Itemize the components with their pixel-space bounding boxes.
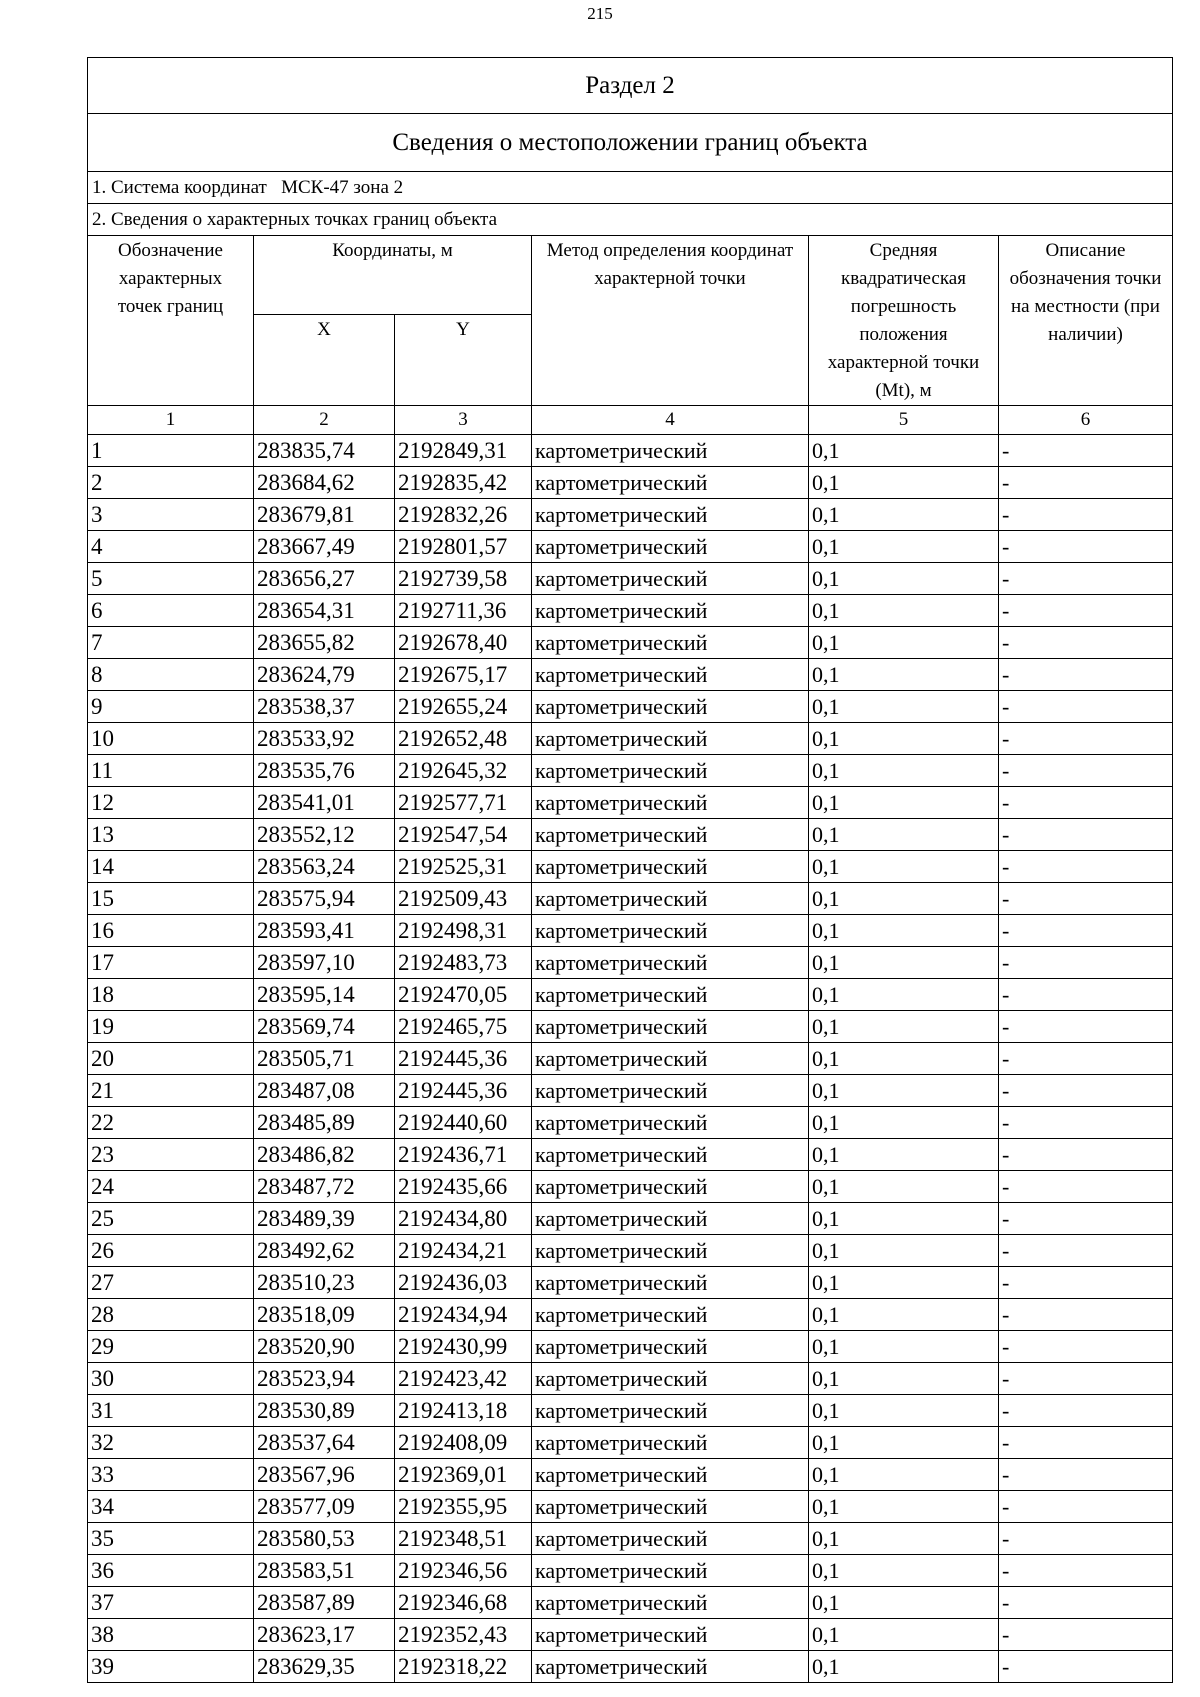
cell-description: - — [999, 1491, 1173, 1523]
cell-x: 283629,35 — [254, 1651, 395, 1683]
cell-x: 283487,08 — [254, 1075, 395, 1107]
header-coordinates: Координаты, м — [254, 236, 532, 315]
cell-x: 283569,74 — [254, 1011, 395, 1043]
cell-point-id: 35 — [88, 1523, 254, 1555]
info-title-row — [88, 114, 1173, 172]
cell-method: картометрический — [532, 1459, 809, 1491]
cell-error: 0,1 — [809, 1395, 999, 1427]
coordinate-system-row — [88, 172, 1173, 204]
cell-x: 283595,14 — [254, 979, 395, 1011]
points-info-line: 2. Сведения о характерных точках границ объекта — [88, 204, 1173, 236]
header-x: X — [254, 314, 395, 405]
cell-y: 2192430,99 — [395, 1331, 532, 1363]
table-row — [88, 723, 1173, 755]
cell-error: 0,1 — [809, 883, 999, 915]
cell-method: картометрический — [532, 435, 809, 467]
table-row — [88, 979, 1173, 1011]
cell-error: 0,1 — [809, 851, 999, 883]
cell-error: 0,1 — [809, 1203, 999, 1235]
cell-error: 0,1 — [809, 1651, 999, 1683]
cell-y: 2192645,32 — [395, 755, 532, 787]
cell-method: картометрический — [532, 1107, 809, 1139]
column-number: 3 — [395, 406, 532, 435]
cell-description: - — [999, 1587, 1173, 1619]
cell-x: 283530,89 — [254, 1395, 395, 1427]
cell-method: картометрический — [532, 1523, 809, 1555]
cell-y: 2192678,40 — [395, 627, 532, 659]
cell-description: - — [999, 787, 1173, 819]
cell-description: - — [999, 947, 1173, 979]
cell-description: - — [999, 595, 1173, 627]
cell-description: - — [999, 1139, 1173, 1171]
cell-method: картометрический — [532, 851, 809, 883]
cell-method: картометрический — [532, 1651, 809, 1683]
cell-description: - — [999, 883, 1173, 915]
cell-error: 0,1 — [809, 691, 999, 723]
cell-description: - — [999, 1299, 1173, 1331]
table-row — [88, 1267, 1173, 1299]
cell-method: картометрический — [532, 1491, 809, 1523]
table-row — [88, 1427, 1173, 1459]
table-row — [88, 1363, 1173, 1395]
cell-x: 283567,96 — [254, 1459, 395, 1491]
cell-description: - — [999, 659, 1173, 691]
table-row — [88, 1203, 1173, 1235]
cell-x: 283541,01 — [254, 787, 395, 819]
cell-y: 2192346,56 — [395, 1555, 532, 1587]
cell-description: - — [999, 851, 1173, 883]
cell-description: - — [999, 819, 1173, 851]
cell-error: 0,1 — [809, 1139, 999, 1171]
cell-point-id: 6 — [88, 595, 254, 627]
table-row — [88, 755, 1173, 787]
cell-description: - — [999, 1363, 1173, 1395]
page-number: 215 — [587, 4, 613, 23]
cell-method: картометрический — [532, 1267, 809, 1299]
table-row — [88, 883, 1173, 915]
cell-point-id: 15 — [88, 883, 254, 915]
cell-y: 2192435,66 — [395, 1171, 532, 1203]
table-row — [88, 1523, 1173, 1555]
cell-y: 2192849,31 — [395, 435, 532, 467]
cell-point-id: 12 — [88, 787, 254, 819]
cell-point-id: 10 — [88, 723, 254, 755]
cell-error: 0,1 — [809, 947, 999, 979]
column-number-row — [88, 406, 1173, 435]
cell-error: 0,1 — [809, 1491, 999, 1523]
cell-point-id: 22 — [88, 1107, 254, 1139]
cell-method: картометрический — [532, 1555, 809, 1587]
cell-y: 2192408,09 — [395, 1427, 532, 1459]
cell-method: картометрический — [532, 723, 809, 755]
cell-method: картометрический — [532, 595, 809, 627]
cell-x: 283679,81 — [254, 499, 395, 531]
table-row — [88, 531, 1173, 563]
cell-description: - — [999, 563, 1173, 595]
table-row — [88, 467, 1173, 499]
cell-x: 283654,31 — [254, 595, 395, 627]
cell-method: картометрический — [532, 755, 809, 787]
cell-error: 0,1 — [809, 627, 999, 659]
cell-y: 2192423,42 — [395, 1363, 532, 1395]
cell-y: 2192445,36 — [395, 1075, 532, 1107]
column-number: 4 — [532, 406, 809, 435]
cell-point-id: 24 — [88, 1171, 254, 1203]
table-row — [88, 1651, 1173, 1683]
column-number: 5 — [809, 406, 999, 435]
cell-x: 283624,79 — [254, 659, 395, 691]
cell-point-id: 8 — [88, 659, 254, 691]
cell-y: 2192413,18 — [395, 1395, 532, 1427]
cell-error: 0,1 — [809, 1299, 999, 1331]
table-row — [88, 691, 1173, 723]
cell-method: картометрический — [532, 467, 809, 499]
cell-point-id: 39 — [88, 1651, 254, 1683]
cell-x: 283510,23 — [254, 1267, 395, 1299]
cell-y: 2192711,36 — [395, 595, 532, 627]
table-row — [88, 787, 1173, 819]
cell-x: 283505,71 — [254, 1043, 395, 1075]
cell-method: картометрический — [532, 627, 809, 659]
table-row — [88, 499, 1173, 531]
cell-error: 0,1 — [809, 1363, 999, 1395]
section-title: Раздел 2 — [88, 58, 1173, 114]
cell-point-id: 16 — [88, 915, 254, 947]
cell-point-id: 2 — [88, 467, 254, 499]
cell-error: 0,1 — [809, 595, 999, 627]
cell-point-id: 13 — [88, 819, 254, 851]
cell-point-id: 31 — [88, 1395, 254, 1427]
cell-description: - — [999, 691, 1173, 723]
cell-y: 2192652,48 — [395, 723, 532, 755]
cell-description: - — [999, 531, 1173, 563]
cell-method: картометрический — [532, 1395, 809, 1427]
cell-y: 2192498,31 — [395, 915, 532, 947]
cell-x: 283563,24 — [254, 851, 395, 883]
section-title-row — [88, 58, 1173, 114]
table-row — [88, 1555, 1173, 1587]
cell-error: 0,1 — [809, 467, 999, 499]
cell-y: 2192436,71 — [395, 1139, 532, 1171]
cell-y: 2192835,42 — [395, 467, 532, 499]
cell-method: картометрический — [532, 979, 809, 1011]
cell-y: 2192348,51 — [395, 1523, 532, 1555]
cell-description: - — [999, 1171, 1173, 1203]
cell-description: - — [999, 1075, 1173, 1107]
cell-point-id: 5 — [88, 563, 254, 595]
cell-method: картометрический — [532, 1587, 809, 1619]
cell-y: 2192355,95 — [395, 1491, 532, 1523]
cell-description: - — [999, 915, 1173, 947]
table-row — [88, 1011, 1173, 1043]
cell-y: 2192832,26 — [395, 499, 532, 531]
column-number: 6 — [999, 406, 1173, 435]
table-row — [88, 1139, 1173, 1171]
cell-method: картометрический — [532, 1331, 809, 1363]
cell-error: 0,1 — [809, 1619, 999, 1651]
cell-point-id: 27 — [88, 1267, 254, 1299]
cell-x: 283523,94 — [254, 1363, 395, 1395]
column-number: 1 — [88, 406, 254, 435]
cell-point-id: 21 — [88, 1075, 254, 1107]
cell-error: 0,1 — [809, 979, 999, 1011]
cell-point-id: 37 — [88, 1587, 254, 1619]
cell-x: 283538,37 — [254, 691, 395, 723]
cell-method: картометрический — [532, 659, 809, 691]
table-row — [88, 1395, 1173, 1427]
cell-method: картометрический — [532, 947, 809, 979]
cell-x: 283489,39 — [254, 1203, 395, 1235]
cell-error: 0,1 — [809, 787, 999, 819]
table-row — [88, 1107, 1173, 1139]
header-row-top — [88, 236, 1173, 315]
cell-description: - — [999, 467, 1173, 499]
cell-x: 283552,12 — [254, 819, 395, 851]
cell-x: 283593,41 — [254, 915, 395, 947]
cell-y: 2192470,05 — [395, 979, 532, 1011]
cell-description: - — [999, 1107, 1173, 1139]
cell-description: - — [999, 1651, 1173, 1683]
cell-x: 283577,09 — [254, 1491, 395, 1523]
cell-point-id: 11 — [88, 755, 254, 787]
cell-error: 0,1 — [809, 1427, 999, 1459]
cell-method: картометрический — [532, 1171, 809, 1203]
cell-x: 283487,72 — [254, 1171, 395, 1203]
table-body — [88, 58, 1173, 1683]
table-row — [88, 595, 1173, 627]
table-row — [88, 1459, 1173, 1491]
cell-point-id: 17 — [88, 947, 254, 979]
cell-y: 2192739,58 — [395, 563, 532, 595]
cell-error: 0,1 — [809, 723, 999, 755]
cell-y: 2192509,43 — [395, 883, 532, 915]
cell-x: 283485,89 — [254, 1107, 395, 1139]
cell-x: 283667,49 — [254, 531, 395, 563]
cell-y: 2192352,43 — [395, 1619, 532, 1651]
cell-x: 283684,62 — [254, 467, 395, 499]
cell-x: 283533,92 — [254, 723, 395, 755]
cell-description: - — [999, 499, 1173, 531]
header-mean-square-error: Средняя квадратическая погрешность положения характерной точки (Mt), м — [809, 236, 999, 406]
cell-method: картометрический — [532, 1427, 809, 1459]
cell-method: картометрический — [532, 563, 809, 595]
cell-description: - — [999, 1331, 1173, 1363]
table-row — [88, 819, 1173, 851]
table-row — [88, 1299, 1173, 1331]
table-row — [88, 1331, 1173, 1363]
cell-description: - — [999, 755, 1173, 787]
cell-y: 2192434,94 — [395, 1299, 532, 1331]
cell-y: 2192801,57 — [395, 531, 532, 563]
table-row — [88, 1043, 1173, 1075]
cell-error: 0,1 — [809, 499, 999, 531]
cell-y: 2192483,73 — [395, 947, 532, 979]
cell-x: 283597,10 — [254, 947, 395, 979]
cell-point-id: 23 — [88, 1139, 254, 1171]
info-title: Сведения о местоположении границ объекта — [88, 114, 1173, 172]
cell-point-id: 1 — [88, 435, 254, 467]
table-row — [88, 1587, 1173, 1619]
cell-method: картометрический — [532, 787, 809, 819]
cell-y: 2192525,31 — [395, 851, 532, 883]
cell-error: 0,1 — [809, 1267, 999, 1299]
cell-y: 2192465,75 — [395, 1011, 532, 1043]
cell-x: 283520,90 — [254, 1331, 395, 1363]
cell-x: 283583,51 — [254, 1555, 395, 1587]
cell-description: - — [999, 1459, 1173, 1491]
table-row — [88, 947, 1173, 979]
cell-method: картометрический — [532, 1139, 809, 1171]
cell-description: - — [999, 1235, 1173, 1267]
cell-description: - — [999, 1011, 1173, 1043]
cell-description: - — [999, 723, 1173, 755]
cell-method: картометрический — [532, 1299, 809, 1331]
cell-x: 283492,62 — [254, 1235, 395, 1267]
cell-method: картометрический — [532, 1363, 809, 1395]
table-row — [88, 435, 1173, 467]
cell-x: 283835,74 — [254, 435, 395, 467]
cell-error: 0,1 — [809, 1235, 999, 1267]
cell-point-id: 9 — [88, 691, 254, 723]
cell-point-id: 14 — [88, 851, 254, 883]
cell-method: картометрический — [532, 819, 809, 851]
cell-error: 0,1 — [809, 563, 999, 595]
cell-y: 2192577,71 — [395, 787, 532, 819]
cell-point-id: 3 — [88, 499, 254, 531]
table-row — [88, 1171, 1173, 1203]
cell-error: 0,1 — [809, 819, 999, 851]
cell-error: 0,1 — [809, 1107, 999, 1139]
cell-y: 2192434,21 — [395, 1235, 532, 1267]
cell-description: - — [999, 1203, 1173, 1235]
column-number: 2 — [254, 406, 395, 435]
cell-description: - — [999, 1043, 1173, 1075]
cell-x: 283518,09 — [254, 1299, 395, 1331]
cell-point-id: 33 — [88, 1459, 254, 1491]
cell-y: 2192445,36 — [395, 1043, 532, 1075]
cell-point-id: 36 — [88, 1555, 254, 1587]
cell-error: 0,1 — [809, 531, 999, 563]
table-row — [88, 627, 1173, 659]
cell-y: 2192440,60 — [395, 1107, 532, 1139]
cell-point-id: 4 — [88, 531, 254, 563]
cell-error: 0,1 — [809, 1331, 999, 1363]
cell-description: - — [999, 1619, 1173, 1651]
cell-x: 283656,27 — [254, 563, 395, 595]
cell-description: - — [999, 1523, 1173, 1555]
cell-point-id: 32 — [88, 1427, 254, 1459]
cell-point-id: 30 — [88, 1363, 254, 1395]
cell-y: 2192346,68 — [395, 1587, 532, 1619]
cell-method: картометрический — [532, 1011, 809, 1043]
cell-x: 283486,82 — [254, 1139, 395, 1171]
table-row — [88, 1075, 1173, 1107]
cell-point-id: 7 — [88, 627, 254, 659]
cell-description: - — [999, 435, 1173, 467]
table-row — [88, 659, 1173, 691]
cell-point-id: 18 — [88, 979, 254, 1011]
cell-y: 2192655,24 — [395, 691, 532, 723]
cell-x: 283537,64 — [254, 1427, 395, 1459]
boundary-points-table — [87, 57, 1173, 1683]
cell-point-id: 29 — [88, 1331, 254, 1363]
cell-description: - — [999, 1427, 1173, 1459]
cell-method: картометрический — [532, 1235, 809, 1267]
cell-description: - — [999, 979, 1173, 1011]
header-y: Y — [395, 314, 532, 405]
table-row — [88, 915, 1173, 947]
cell-y: 2192318,22 — [395, 1651, 532, 1683]
cell-method: картометрический — [532, 531, 809, 563]
cell-description: - — [999, 627, 1173, 659]
cell-error: 0,1 — [809, 435, 999, 467]
header-method: Метод определения координат характерной точки — [532, 236, 809, 406]
header-point-designation: Обозначение характерных точек границ — [88, 236, 254, 406]
cell-description: - — [999, 1267, 1173, 1299]
cell-method: картометрический — [532, 1075, 809, 1107]
cell-x: 283575,94 — [254, 883, 395, 915]
cell-description: - — [999, 1555, 1173, 1587]
cell-error: 0,1 — [809, 1043, 999, 1075]
cell-method: картометрический — [532, 1043, 809, 1075]
cell-method: картометрический — [532, 915, 809, 947]
cell-error: 0,1 — [809, 1171, 999, 1203]
table-row — [88, 1235, 1173, 1267]
cell-method: картометрический — [532, 499, 809, 531]
cell-error: 0,1 — [809, 915, 999, 947]
cell-x: 283587,89 — [254, 1587, 395, 1619]
cell-y: 2192434,80 — [395, 1203, 532, 1235]
coordinate-system-line: 1. Система координат МСК-47 зона 2 — [88, 172, 1173, 204]
cell-error: 0,1 — [809, 755, 999, 787]
header-description: Описание обозначения точки на местности (при наличии) — [999, 236, 1173, 406]
table-row — [88, 563, 1173, 595]
cell-point-id: 26 — [88, 1235, 254, 1267]
cell-method: картометрический — [532, 883, 809, 915]
cell-method: картометрический — [532, 691, 809, 723]
cell-y: 2192547,54 — [395, 819, 532, 851]
cell-point-id: 20 — [88, 1043, 254, 1075]
cell-point-id: 28 — [88, 1299, 254, 1331]
cell-x: 283655,82 — [254, 627, 395, 659]
table-row — [88, 1619, 1173, 1651]
cell-x: 283580,53 — [254, 1523, 395, 1555]
points-info-row — [88, 204, 1173, 236]
cell-x: 283535,76 — [254, 755, 395, 787]
cell-x: 283623,17 — [254, 1619, 395, 1651]
cell-method: картометрический — [532, 1203, 809, 1235]
cell-point-id: 19 — [88, 1011, 254, 1043]
cell-error: 0,1 — [809, 1523, 999, 1555]
cell-y: 2192675,17 — [395, 659, 532, 691]
cell-point-id: 38 — [88, 1619, 254, 1651]
cell-error: 0,1 — [809, 1075, 999, 1107]
cell-error: 0,1 — [809, 1555, 999, 1587]
cell-error: 0,1 — [809, 1011, 999, 1043]
cell-error: 0,1 — [809, 1587, 999, 1619]
cell-point-id: 25 — [88, 1203, 254, 1235]
cell-y: 2192369,01 — [395, 1459, 532, 1491]
cell-y: 2192436,03 — [395, 1267, 532, 1299]
cell-description: - — [999, 1395, 1173, 1427]
cell-point-id: 34 — [88, 1491, 254, 1523]
cell-error: 0,1 — [809, 1459, 999, 1491]
table-row — [88, 1491, 1173, 1523]
table-row — [88, 851, 1173, 883]
cell-error: 0,1 — [809, 659, 999, 691]
cell-method: картометрический — [532, 1619, 809, 1651]
